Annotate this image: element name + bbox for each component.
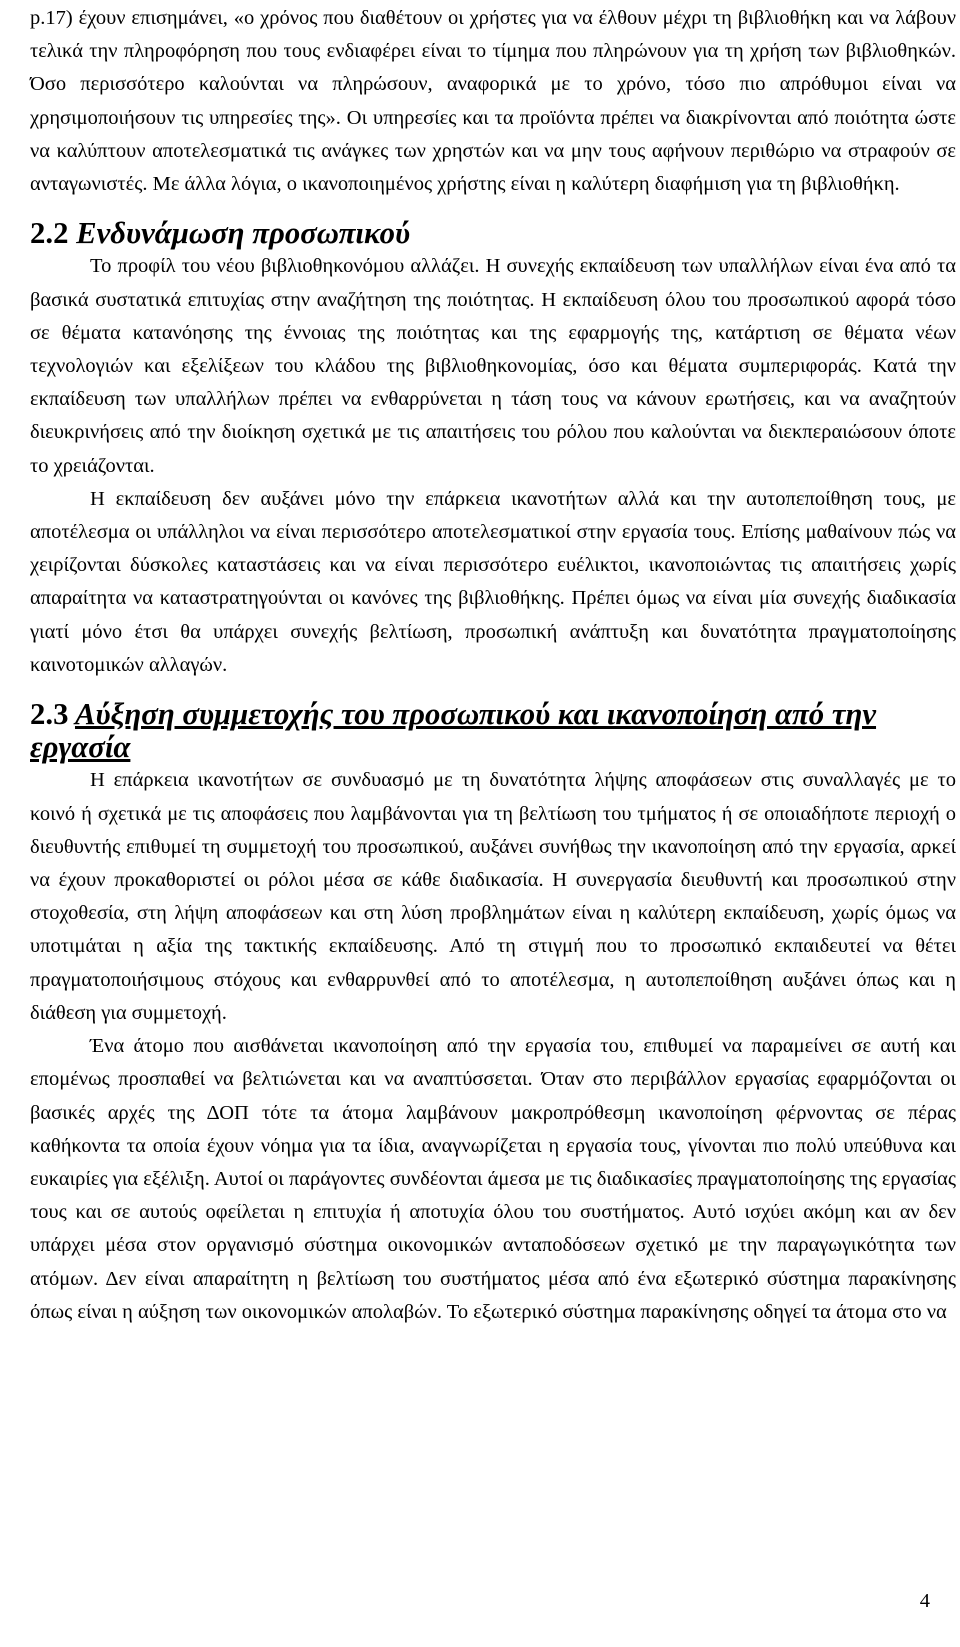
section-number: 2.2 [30, 216, 69, 251]
document-page [30, 0, 956, 1329]
section-title: Αύξηση συμμετοχής του προσωπικού και ικανοποίηση από την εργασία [30, 697, 877, 765]
paragraph-intro: p.17) έχουν επισημάνει, «ο χρόνος που διαθέτουν οι χρήστες για να έλθουν μέχρι τη βιβλιοθήκη και να λάβουν τελικά την πληροφόρηση που τους ενδιαφέρει είναι το τίμημα που πληρώνουν για τη χρήση των βιβλιοθηκών. Όσο περισσότερο καλούνται να πληρώσουν, αναφορικά με το χρόνο, τόσο πιο απρόθυμοι είναι να χρησιμοποιήσουν τις υπηρεσίες της». Οι υπηρεσίες και τα προϊόντα πρέπει να διακρίνονται από ποιότητα ώστε να καλύπτουν αποτελεσματικά τις ανάγκες των χρηστών και να μην τους αφήνουν περιθώριο να στραφούν σε ανταγωνιστές. Με άλλα λόγια, ο ικανοποιημένος χρήστης είναι η καλύτερη διαφήμιση για τη βιβλιοθήκη. [30, 7, 956, 196]
paragraph-2-3-1: Η επάρκεια ικανοτήτων σε συνδυασμό με τη δυνατότητα λήψης αποφάσεων στις συναλλαγές με το κοινό ή σχετικά με τις αποφάσεις που λαμβάνονται για τη βελτίωση του τμήματος ή σε οποιαδήποτε περιοχή ο διευθυντής επιθυμεί τη συμμετοχή του προσωπικού, αυξάνει συνήθως την ικανοποίηση από την εργασία, αρκεί να έχουν προκαθοριστεί οι ρόλοι μέσα σε κάθε διαδικασία. Η συνεργασία διευθυντή και προσωπικού στην στοχοθεσία, στη λήψη αποφάσεων και στη λύση προβλημάτων είναι η καλύτερη εκπαίδευση, χωρίς όμως να υποτιμάται η αξία της τακτικής εκπαίδευσης. Από τη στιγμή που το προσωπικό εκπαιδευτεί να θέτει πραγματοποιήσιμους στόχους και ενθαρρυνθεί από το αποτέλεσμα, η αυτοπεποίθηση αυξάνει όπως και η διάθεση για συμμετοχή. [30, 769, 956, 1024]
page-number: 4 [919, 1590, 930, 1612]
section-heading-2-2 [30, 217, 956, 250]
paragraph-2-2-1: Το προφίλ του νέου βιβλιοθηκονόμου αλλάζει. Η συνεχής εκπαίδευση των υπαλλήλων είναι ένα από τα βασικά συστατικά επιτυχίας στην αναζήτηση της ποιότητας. Η εκπαίδευση όλου του προσωπικού αφορά τόσο σε θέματα κατανόησης της έννοιας της ποιότητας και της εφαρμογής της, κατάρτιση σε θέματα νέων τεχνολογιών και εξελίξεων του κλάδου της βιβλιοθηκονομίας, όσο και θέματα συμπεριφοράς. Κατά την εκπαίδευση των υπαλλήλων πρέπει να ενθαρρύνεται η τάση τους να κάνουν ερωτήσεις, και να αναζητούν διευκρινήσεις από την διοίκηση σχετικά με τις απαιτήσεις του ρόλου που καλούνται να διεκπεραιώσουν όποτε το χρειάζονται. [30, 255, 956, 477]
section-number: 2.3 [30, 697, 69, 732]
section-heading-2-3 [30, 698, 956, 764]
paragraph-2-2-2: Η εκπαίδευση δεν αυξάνει μόνο την επάρκεια ικανοτήτων αλλά και την αυτοπεποίθηση τους, με αποτέλεσμα οι υπάλληλοι να είναι περισσότερο αποτελεσματικοί στην εργασία τους. Επίσης μαθαίνουν πώς να χειρίζονται δύσκολες καταστάσεις και να είναι περισσότερο ευέλικτοι, ικανοποιώντας τις απαιτήσεις χωρίς απαραίτητα να καταστρατηγούνται οι κανόνες της βιβλιοθήκης. Πρέπει όμως να είναι μία συνεχής διαδικασία γιατί μόνο έτσι θα υπάρχει συνεχής βελτίωση, προσωπική ανάπτυξη και δυνατότητα πραγματοποίησης καινοτομικών αλλαγών. [30, 487, 956, 676]
section-title: Ενδυνάμωση προσωπικού [76, 216, 411, 251]
paragraph-2-3-2: Ένα άτομο που αισθάνεται ικανοποίηση από την εργασία του, επιθυμεί να παραμείνει σε αυτή και επομένως προσπαθεί να βελτιώνεται και να αναπτύσσεται. Όταν στο περιβάλλον εργασίας εφαρμόζονται οι βασικές αρχές της ΔΟΠ τότε τα άτομα λαμβάνουν μακροπρόθεσμη ικανοποίηση φέρνοντας σε πέρας καθήκοντα τα οποία έχουν νόημα για τα ίδια, αναγνωρίζεται η εργασία τους, γίνονται πιο πολύ υπεύθυνα και ευκαιρίες για εξέλιξη. Αυτοί οι παράγοντες συνδέονται άμεσα με τις διαδικασίες πραγματοποίησης της εργασίας τους και σε αυτούς οφείλεται η επιτυχία ή αποτυχία όλου του συστήματος. Αυτό ισχύει ακόμη και αν δεν υπάρχει μέσα στον οργανισμό σύστημα οικονομικών ανταποδόσεων σχετικό με την παραγωγικότητα των ατόμων. Δεν είναι απαραίτητη η βελτίωση του συστήματος μέσα από ένα εξωτερικό σύστημα παρακίνησης όπως είναι η αύξηση των οικονομικών απολαβών. Το εξωτερικό σύστημα παρακίνησης οδηγεί τα άτομα στο να [30, 1035, 956, 1323]
